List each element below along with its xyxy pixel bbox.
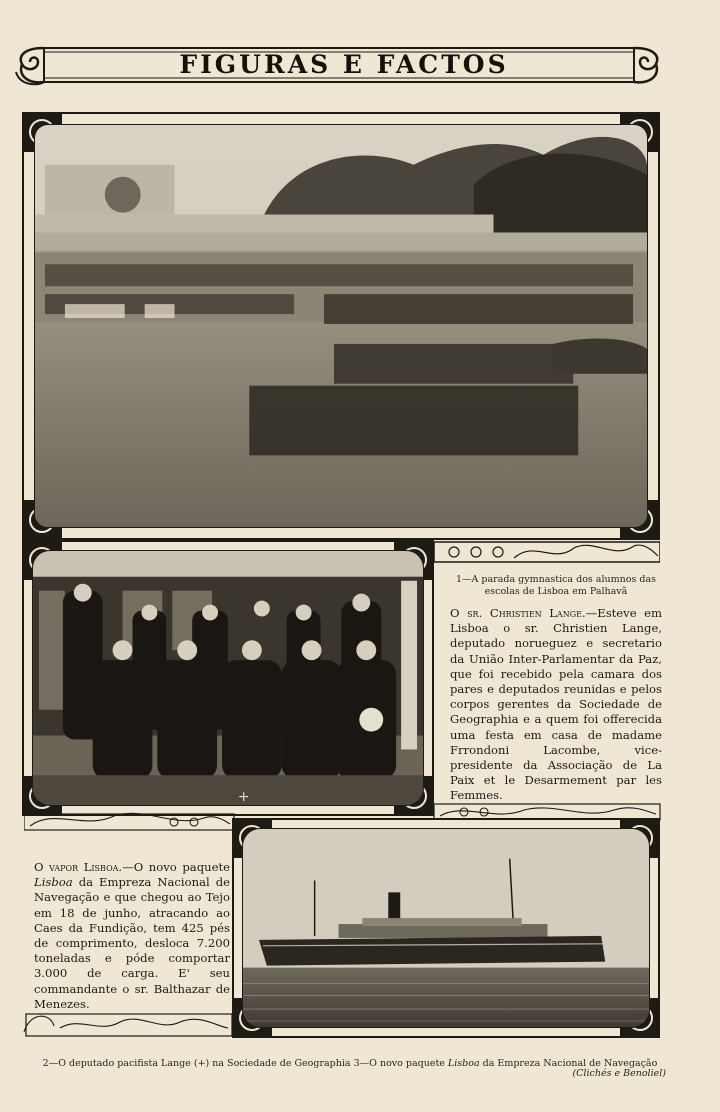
bottom-caption-ship-name: Lisboa: [447, 1058, 480, 1069]
vapor-article: [34, 860, 230, 1012]
photo-credits: (Clichés e Benoliel): [572, 1068, 666, 1079]
lange-photo: [32, 550, 424, 806]
svg-text:+: +: [237, 789, 250, 805]
ship-photo-image: [243, 829, 649, 1027]
bottom-caption-part2: da Empreza Nacional de Navegação: [479, 1058, 658, 1069]
photo-frame-ship: [232, 818, 660, 1038]
header-banner: [14, 42, 664, 88]
parade-photo: [34, 124, 648, 528]
lange-group-photo-image: [33, 551, 423, 805]
bottom-caption-part1: 2—O deputado pacifista Lange (+) na Sociedade de Geographia 3—O novo paquete: [42, 1058, 448, 1069]
vapor-article-lead: O vapor Lisboa.: [34, 860, 123, 874]
floral-border-icon: [434, 540, 660, 564]
ship-photo: [242, 828, 650, 1028]
vapor-article-ship-name: Lisboa: [34, 875, 73, 890]
parade-photo-image: [35, 125, 647, 527]
lange-article: [450, 606, 662, 804]
photo-frame-lange: [22, 540, 434, 816]
floral-border-bottom-icon: [20, 1008, 232, 1038]
vapor-article-body-a: —O novo paquete: [122, 860, 230, 874]
vapor-article-body-b: da Empreza Nacional de Navegação e que chegou ao Tejo em 18 de junho, atracando ao Caes da Fundição, tem 425 pés de comprimento, desloca 7.200 toneladas e póde comportar 3.000 de carga. E' seu commandante o sr. Balthazar de Menezes.: [34, 875, 230, 1011]
lange-article-body: —Esteve em Lisboa o sr. Christien Lange, deputado norueguez e secretario da União Inter-Parlamentar da Paz, que foi recebido pela camara dos pares e deputados reunidas e pelos corpos gerentes da Sociedade de Geographia e a quem foi offerecida uma festa em casa de madame Frrondoni Lacombe, vice-presidente da Associação de La Paix et le Desarmement par les Femmes.: [450, 606, 662, 803]
page-title: FIGURAS E FACTOS: [179, 50, 509, 79]
parade-caption: 1—A parada gymnastica dos alumnos das escolas de Lisboa em Palhavã: [456, 574, 656, 597]
photo-frame-parade: [22, 112, 660, 540]
lange-article-lead: O sr. Christien Lange.: [450, 606, 586, 620]
